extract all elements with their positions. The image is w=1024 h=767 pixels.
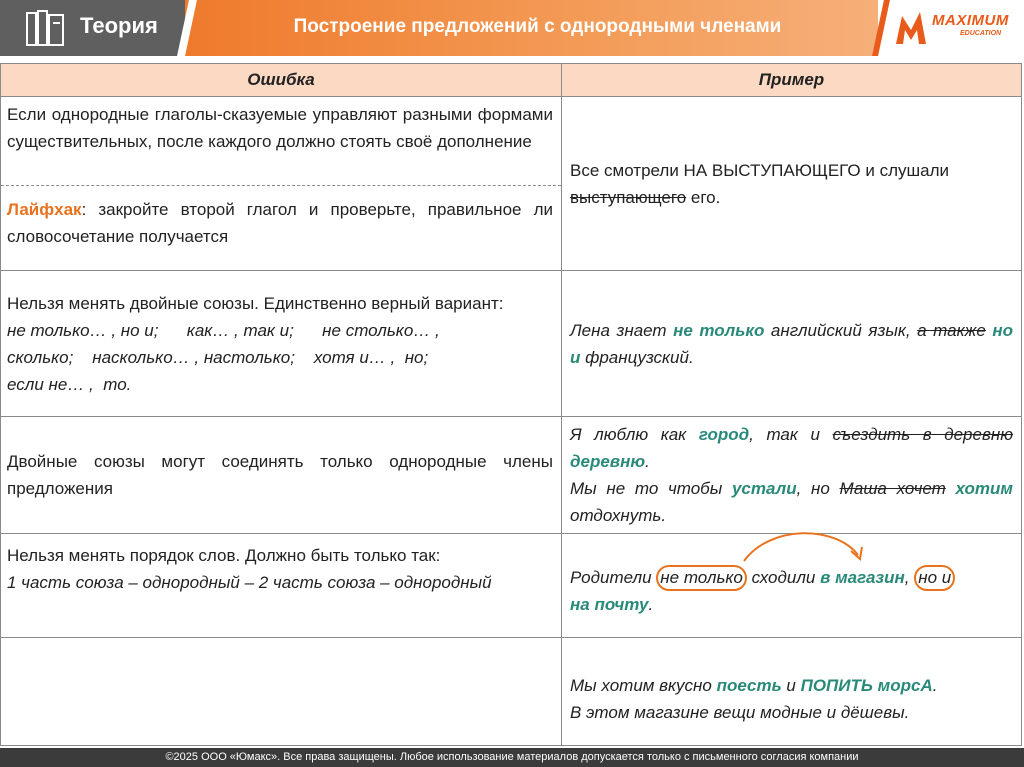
highlight-word: ПОПИТЬ морсА <box>800 675 933 695</box>
example-line <box>570 672 1013 699</box>
lifehack-body: : закройте второй глагол и проверьте, правильное ли словосочетание получается <box>7 200 553 246</box>
highlight-word: на почту <box>570 594 649 614</box>
example-part <box>946 479 956 498</box>
example-cell <box>562 638 1022 746</box>
column-header-example: Пример <box>562 64 1022 97</box>
highlight-word: хотим <box>955 479 1013 498</box>
error-cell <box>1 534 562 638</box>
example-part: Все смотрели НА ВЫСТУПАЮЩЕГО и слушали <box>570 160 950 180</box>
circled-conjunction: не только <box>656 565 747 591</box>
highlight-word: но и <box>570 320 1013 367</box>
lifehack-text <box>1 186 561 270</box>
example-part: французский. <box>580 347 694 367</box>
error-text <box>1 534 561 600</box>
logo-subtext: EDUCATION <box>960 30 1002 37</box>
highlight-word: в магазин <box>820 567 905 587</box>
error-text: Двойные союзы могут соединять только однородные члены предложения <box>7 452 553 498</box>
example-cell <box>562 271 1022 417</box>
column-header-error: Ошибка <box>1 64 562 97</box>
lifehack-label: Лайфхак <box>7 200 82 219</box>
error-cell-empty <box>1 638 562 746</box>
page-title: Построение предложений с однородными членами <box>293 16 782 37</box>
error-text: Если однородные глаголы-сказуемые управляют разными формами существительных, после каждого должно стоять своё дополнение <box>1 97 561 186</box>
circled-conjunction: но и <box>914 565 955 591</box>
example-part: . <box>932 675 938 695</box>
example-line <box>570 421 1013 475</box>
order-rule: 1 часть союза – однородный – 2 часть союза – однородный <box>7 573 492 592</box>
conjunction-list-line: если не… , то. <box>7 374 132 394</box>
section-label: Теория <box>80 13 158 38</box>
book-icon <box>26 9 66 47</box>
highlight-word: поесть <box>716 675 782 695</box>
table-row <box>1 417 1022 534</box>
example-part: сходили <box>746 567 821 587</box>
error-cell <box>1 417 562 534</box>
rules-table <box>0 63 1022 746</box>
table-row <box>1 97 1022 271</box>
swap-arrow-icon <box>740 531 870 567</box>
example-part: английский язык, <box>764 320 918 340</box>
error-sentence: Нельзя менять двойные союзы. Единственно верный вариант: <box>7 293 504 313</box>
example-part: и <box>781 675 801 695</box>
logo-text: MAXIMUM <box>932 12 1009 29</box>
example-text <box>562 654 1021 730</box>
struck-word: съездить в деревню <box>832 425 1013 444</box>
struck-word: выступающего <box>570 187 687 207</box>
example-part: Я люблю как <box>570 425 699 444</box>
logo <box>878 0 1024 56</box>
struck-word: а также <box>917 320 986 340</box>
struck-word: Маша хочет <box>839 479 946 498</box>
example-cell <box>562 417 1022 534</box>
example-part: . <box>648 594 654 614</box>
conjunction-list-line: не только… , но и; как… , так и; не столько… , <box>7 320 440 340</box>
highlight-word: город <box>698 425 750 444</box>
example-part: Мы не то чтобы <box>570 479 732 498</box>
copyright-footer: ©2025 ООО «Юмакс». Все права защищены. Любое использование материалов допускается только с письменного согласия компании <box>0 748 1024 767</box>
maximum-logo-icon <box>892 8 930 48</box>
error-cell <box>1 97 562 271</box>
example-part: Мы хотим вкусно <box>570 675 717 695</box>
conjunction-list-line: сколько; насколько… , настолько; хотя и… , но; <box>7 347 429 367</box>
table-row <box>1 638 1022 746</box>
error-text <box>1 286 561 402</box>
example-part: , так и <box>749 425 833 444</box>
highlight-word: деревню <box>570 452 646 471</box>
example-part: , <box>904 567 915 587</box>
example-part: . <box>645 452 650 471</box>
example-cell <box>562 97 1022 271</box>
highlight-word: не только <box>673 320 765 340</box>
table-header-row <box>1 64 1022 97</box>
error-cell <box>1 271 562 417</box>
example-line: В этом магазине вещи модные и дёшевы. <box>570 702 910 722</box>
error-sentence: Нельзя менять порядок слов. Должно быть только так: <box>7 546 441 565</box>
example-text <box>562 417 1021 533</box>
example-part: Родители <box>570 567 657 587</box>
table-row <box>1 271 1022 417</box>
example-text <box>562 313 1021 375</box>
example-part: , но <box>796 479 840 498</box>
example-part: Лена знает <box>570 320 674 340</box>
example-text <box>562 153 1021 215</box>
highlight-word: устали <box>731 479 797 498</box>
example-part: его. <box>686 187 721 207</box>
example-part: отдохнуть. <box>570 506 667 525</box>
example-line <box>570 475 1013 529</box>
